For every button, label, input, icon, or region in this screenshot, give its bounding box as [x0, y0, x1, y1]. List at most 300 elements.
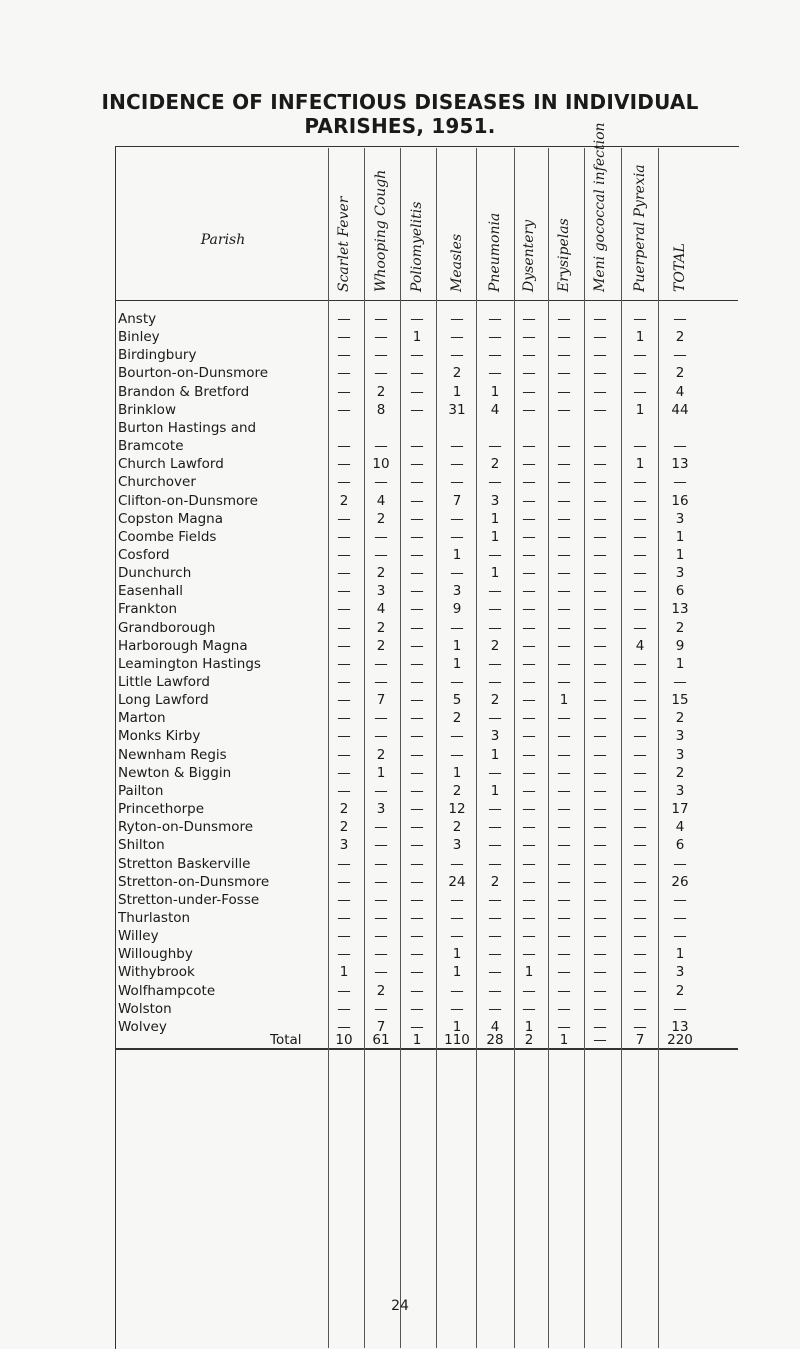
table-cell: —: [557, 710, 571, 726]
column-header-8: [623, 150, 657, 300]
table-cell: —: [522, 801, 536, 817]
table-cell: —: [410, 565, 424, 581]
table-cell: 24: [448, 874, 466, 890]
table-cell: 1: [376, 765, 386, 781]
table-cell: —: [337, 765, 351, 781]
table-cell: —: [522, 819, 536, 835]
table-cell: —: [633, 837, 647, 853]
table-cell: 9: [452, 601, 462, 617]
table-cell: 2: [376, 511, 386, 527]
table-cell: —: [337, 456, 351, 472]
table-cell: —: [337, 928, 351, 944]
column-header-7: [583, 122, 617, 300]
table-cell: —: [337, 365, 351, 381]
parish-name: Harborough Magna: [118, 638, 248, 654]
table-cell: —: [522, 474, 536, 490]
table-cell: —: [522, 983, 536, 999]
table-cell: —: [557, 565, 571, 581]
table-cell: —: [488, 946, 502, 962]
table-cell: 3: [376, 583, 386, 599]
table-cell: —: [557, 728, 571, 744]
table-cell: —: [522, 856, 536, 872]
parish-name: Coombe Fields: [118, 529, 217, 545]
table-cell: —: [673, 474, 687, 490]
table-cell: 7: [376, 1019, 386, 1035]
parish-name: Burton Hastings and: [118, 420, 257, 436]
table-cell: —: [337, 620, 351, 636]
table-cell: —: [410, 547, 424, 563]
table-cell: —: [557, 583, 571, 599]
table-cell: —: [337, 583, 351, 599]
table-cell: 1: [490, 565, 500, 581]
table-cell: —: [593, 783, 607, 799]
table-cell: —: [557, 801, 571, 817]
table-cell: 44: [671, 402, 689, 418]
table-cell: 2: [490, 692, 500, 708]
header-divider: [116, 300, 738, 301]
table-cell: —: [522, 728, 536, 744]
table-cell: —: [337, 946, 351, 962]
parish-name: Willey: [118, 928, 159, 944]
table-cell: —: [522, 529, 536, 545]
table-cell: —: [410, 384, 424, 400]
table-cell: —: [450, 674, 464, 690]
table-cell: —: [557, 620, 571, 636]
table-cell: —: [450, 928, 464, 944]
parish-header: Parish: [200, 232, 246, 248]
table-cell: —: [488, 365, 502, 381]
table-cell: —: [522, 837, 536, 853]
table-cell: 7: [635, 1032, 645, 1048]
table-cell: —: [673, 892, 687, 908]
table-cell: —: [410, 1001, 424, 1017]
table-cell: —: [410, 583, 424, 599]
table-cell: —: [633, 384, 647, 400]
table-cell: —: [488, 674, 502, 690]
parish-name: Copston Magna: [118, 511, 224, 527]
table-cell: —: [633, 801, 647, 817]
table-cell: 2: [376, 638, 386, 654]
table-cell: 1: [559, 692, 569, 708]
table-cell: 2: [452, 365, 462, 381]
table-cell: 2: [376, 620, 386, 636]
table-cell: 3: [376, 801, 386, 817]
table-cell: —: [337, 728, 351, 744]
table-cell: —: [633, 511, 647, 527]
table-cell: —: [557, 747, 571, 763]
table-cell: —: [522, 674, 536, 690]
table-cell: 3: [675, 783, 685, 799]
table-cell: 1: [452, 946, 462, 962]
table-cell: —: [410, 347, 424, 363]
table-cell: —: [337, 565, 351, 581]
table-cell: —: [593, 801, 607, 817]
table-cell: 1: [490, 529, 500, 545]
table-cell: —: [410, 493, 424, 509]
table-cell: 2: [675, 329, 685, 345]
table-cell: 3: [675, 511, 685, 527]
table-cell: —: [488, 928, 502, 944]
table-cell: —: [488, 892, 502, 908]
table-cell: 3: [675, 565, 685, 581]
table-cell: 1: [490, 384, 500, 400]
column-header-label: Puerperal Pyrexia: [632, 164, 648, 292]
table-cell: —: [374, 674, 388, 690]
table-cell: —: [522, 547, 536, 563]
table-cell: 4: [490, 402, 500, 418]
table-cell: —: [557, 674, 571, 690]
table-cell: —: [673, 311, 687, 327]
table-cell: 2: [376, 983, 386, 999]
table-cell: —: [450, 511, 464, 527]
table-cell: —: [557, 1019, 571, 1035]
table-cell: 2: [376, 565, 386, 581]
table-cell: —: [337, 656, 351, 672]
table-cell: —: [633, 493, 647, 509]
table-cell: —: [410, 765, 424, 781]
table-cell: 3: [490, 728, 500, 744]
table-cell: —: [374, 656, 388, 672]
parish-name: Thurlaston: [118, 910, 191, 926]
table-cell: —: [557, 964, 571, 980]
parish-name: Churchover: [118, 474, 196, 490]
table-cell: —: [633, 983, 647, 999]
table-cell: —: [633, 765, 647, 781]
table-cell: —: [410, 747, 424, 763]
table-cell: —: [633, 601, 647, 617]
table-cell: —: [633, 565, 647, 581]
table-cell: —: [633, 710, 647, 726]
table-cell: 3: [339, 837, 349, 853]
table-cell: —: [374, 347, 388, 363]
table-cell: —: [488, 620, 502, 636]
table-cell: —: [374, 874, 388, 890]
table-cell: 2: [376, 747, 386, 763]
table-cell: —: [410, 638, 424, 654]
parish-name: Ryton-on-Dunsmore: [118, 819, 254, 835]
parish-name: Long Lawford: [118, 692, 209, 708]
table-cell: —: [557, 946, 571, 962]
table-cell: —: [450, 456, 464, 472]
parish-name: Clifton-on-Dunsmore: [118, 493, 258, 509]
table-cell: —: [450, 438, 464, 454]
table-cell: —: [633, 620, 647, 636]
table-cell: —: [374, 1001, 388, 1017]
table-cell: —: [557, 547, 571, 563]
table-cell: —: [337, 474, 351, 490]
table-cell: —: [410, 674, 424, 690]
column-header-label: Meni gococcal infection: [592, 122, 608, 292]
table-cell: 1: [339, 964, 349, 980]
table-cell: 2: [452, 783, 462, 799]
table-cell: —: [410, 601, 424, 617]
table-cell: —: [374, 710, 388, 726]
table-cell: —: [633, 674, 647, 690]
table-cell: 16: [671, 493, 689, 509]
table-cell: —: [337, 384, 351, 400]
footer-rule: [116, 1048, 738, 1050]
table-cell: —: [593, 765, 607, 781]
table-cell: 5: [452, 692, 462, 708]
page-number: 24: [391, 1298, 409, 1314]
table-cell: —: [633, 311, 647, 327]
table-cell: —: [633, 928, 647, 944]
column-header-9: [663, 150, 697, 300]
table-cell: —: [410, 856, 424, 872]
table-cell: 2: [490, 874, 500, 890]
parish-name: Stretton-under-Fosse: [118, 892, 260, 908]
table-cell: 10: [372, 456, 390, 472]
table-cell: —: [557, 493, 571, 509]
table-cell: —: [557, 456, 571, 472]
table-cell: 4: [376, 493, 386, 509]
table-cell: —: [593, 892, 607, 908]
table-cell: —: [593, 692, 607, 708]
table-cell: —: [522, 329, 536, 345]
table-cell: 17: [671, 801, 689, 817]
table-cell: —: [410, 964, 424, 980]
table-cell: —: [522, 928, 536, 944]
table-cell: —: [633, 728, 647, 744]
parish-name: Grandborough: [118, 620, 216, 636]
table-cell: 9: [675, 638, 685, 654]
column-header-label: Whooping Cough: [373, 169, 389, 292]
table-cell: —: [374, 728, 388, 744]
table-cell: 3: [675, 728, 685, 744]
table-cell: 1: [524, 1019, 534, 1035]
table-cell: —: [488, 438, 502, 454]
table-cell: —: [337, 1001, 351, 1017]
table-cell: 2: [490, 638, 500, 654]
table-cell: 2: [490, 456, 500, 472]
table-cell: 4: [376, 601, 386, 617]
table-cell: —: [557, 874, 571, 890]
column-header-label: Dysentery: [521, 219, 537, 292]
parish-name: Wolfhampcote: [118, 983, 216, 999]
table-cell: —: [337, 910, 351, 926]
table-cell: 61: [372, 1032, 390, 1048]
table-cell: 2: [339, 819, 349, 835]
table-cell: —: [557, 474, 571, 490]
parish-name: Easenhall: [118, 583, 184, 599]
table-cell: —: [593, 856, 607, 872]
table-cell: —: [593, 656, 607, 672]
table-cell: —: [374, 928, 388, 944]
table-cell: —: [374, 946, 388, 962]
table-cell: —: [593, 1001, 607, 1017]
table-cell: —: [522, 765, 536, 781]
table-cell: —: [522, 365, 536, 381]
table-cell: —: [557, 910, 571, 926]
table-cell: —: [633, 747, 647, 763]
table-cell: 2: [675, 765, 685, 781]
table-cell: 2: [339, 801, 349, 817]
table-cell: —: [633, 819, 647, 835]
parish-name: Church Lawford: [118, 456, 224, 472]
table-cell: 1: [635, 329, 645, 345]
table-cell: —: [410, 529, 424, 545]
table-cell: —: [522, 402, 536, 418]
table-cell: —: [410, 656, 424, 672]
table-cell: 12: [448, 801, 466, 817]
table-cell: —: [557, 638, 571, 654]
parish-name: Stretton-on-Dunsmore: [118, 874, 270, 890]
table-cell: —: [593, 384, 607, 400]
table-cell: —: [488, 964, 502, 980]
table-cell: —: [374, 474, 388, 490]
table-cell: —: [337, 511, 351, 527]
table-cell: —: [488, 819, 502, 835]
table-cell: —: [593, 837, 607, 853]
table-cell: —: [673, 347, 687, 363]
table-cell: 7: [376, 692, 386, 708]
table-cell: —: [522, 456, 536, 472]
table-cell: —: [337, 311, 351, 327]
table-cell: —: [557, 765, 571, 781]
table-cell: —: [633, 783, 647, 799]
table-cell: 1: [490, 511, 500, 527]
table-cell: —: [488, 656, 502, 672]
parish-name: Newton & Biggin: [118, 765, 232, 781]
table-cell: —: [593, 1019, 607, 1035]
table-cell: —: [593, 493, 607, 509]
table-cell: 13: [671, 601, 689, 617]
column-divider: [476, 148, 477, 1348]
table-cell: —: [337, 892, 351, 908]
table-cell: —: [557, 529, 571, 545]
table-cell: —: [374, 910, 388, 926]
table-cell: 1: [675, 547, 685, 563]
table-cell: —: [337, 983, 351, 999]
parish-name: Birdingbury: [118, 347, 197, 363]
table-cell: 2: [339, 493, 349, 509]
table-cell: —: [593, 819, 607, 835]
table-cell: —: [488, 329, 502, 345]
table-cell: —: [593, 511, 607, 527]
parish-name: Marton: [118, 710, 166, 726]
table-cell: 15: [671, 692, 689, 708]
table-cell: —: [593, 529, 607, 545]
table-cell: —: [557, 983, 571, 999]
table-cell: 1: [412, 329, 422, 345]
total-label: Total: [270, 1032, 302, 1048]
table-cell: —: [410, 365, 424, 381]
table-cell: —: [488, 1001, 502, 1017]
table-cell: —: [673, 910, 687, 926]
table-cell: —: [593, 728, 607, 744]
table-cell: —: [410, 874, 424, 890]
table-cell: —: [593, 438, 607, 454]
table-cell: —: [337, 856, 351, 872]
table-cell: —: [410, 946, 424, 962]
table-cell: —: [450, 529, 464, 545]
table-cell: —: [374, 819, 388, 835]
parish-name: Frankton: [118, 601, 178, 617]
table-cell: —: [337, 547, 351, 563]
table-cell: —: [488, 583, 502, 599]
table-cell: 4: [675, 384, 685, 400]
column-header-label: Poliomyelitis: [409, 201, 425, 292]
table-cell: —: [673, 928, 687, 944]
table-cell: 3: [675, 964, 685, 980]
table-cell: 1: [559, 1032, 569, 1048]
table-cell: 1: [675, 529, 685, 545]
parish-name: Wolston: [118, 1001, 172, 1017]
table-cell: —: [593, 928, 607, 944]
table-cell: —: [593, 674, 607, 690]
table-cell: —: [337, 601, 351, 617]
table-cell: 2: [675, 983, 685, 999]
table-cell: —: [522, 747, 536, 763]
table-cell: —: [488, 856, 502, 872]
parish-name: Bourton-on-Dunsmore: [118, 365, 269, 381]
table-cell: 1: [675, 656, 685, 672]
table-cell: —: [522, 892, 536, 908]
parish-name: Withybrook: [118, 964, 195, 980]
table-cell: —: [410, 438, 424, 454]
table-cell: —: [557, 856, 571, 872]
table-cell: —: [488, 710, 502, 726]
table-cell: —: [374, 892, 388, 908]
table-cell: 28: [486, 1032, 504, 1048]
column-header-label: Scarlet Fever: [336, 196, 352, 292]
table-cell: —: [593, 402, 607, 418]
table-cell: —: [593, 620, 607, 636]
table-cell: —: [374, 365, 388, 381]
table-cell: —: [337, 402, 351, 418]
table-cell: —: [593, 347, 607, 363]
table-cell: 1: [452, 1019, 462, 1035]
table-cell: —: [593, 365, 607, 381]
table-cell: —: [633, 910, 647, 926]
table-cell: 1: [635, 402, 645, 418]
table-cell: —: [410, 837, 424, 853]
table-cell: —: [593, 710, 607, 726]
table-cell: —: [557, 837, 571, 853]
table-cell: —: [522, 638, 536, 654]
column-header-label: TOTAL: [672, 243, 688, 292]
table-cell: —: [450, 728, 464, 744]
table-cell: —: [522, 656, 536, 672]
table-cell: —: [673, 1001, 687, 1017]
table-cell: —: [633, 692, 647, 708]
table-cell: —: [450, 983, 464, 999]
table-cell: —: [488, 311, 502, 327]
table-cell: —: [410, 783, 424, 799]
table-cell: —: [488, 910, 502, 926]
parish-name: Pailton: [118, 783, 164, 799]
table-cell: —: [488, 601, 502, 617]
table-cell: —: [522, 384, 536, 400]
parish-name: Cosford: [118, 547, 170, 563]
table-cell: —: [410, 620, 424, 636]
table-cell: 2: [452, 819, 462, 835]
table-cell: —: [593, 983, 607, 999]
table-cell: —: [337, 347, 351, 363]
table-cell: —: [557, 311, 571, 327]
parish-name: Binley: [118, 329, 160, 345]
table-cell: —: [557, 1001, 571, 1017]
table-cell: —: [593, 1032, 607, 1048]
table-cell: —: [410, 1019, 424, 1035]
table-cell: 1: [452, 656, 462, 672]
parish-name: Brandon & Bretford: [118, 384, 250, 400]
table-cell: 1: [452, 547, 462, 563]
table-cell: —: [337, 710, 351, 726]
table-cell: 1: [452, 384, 462, 400]
table-cell: —: [557, 402, 571, 418]
table-cell: 1: [412, 1032, 422, 1048]
